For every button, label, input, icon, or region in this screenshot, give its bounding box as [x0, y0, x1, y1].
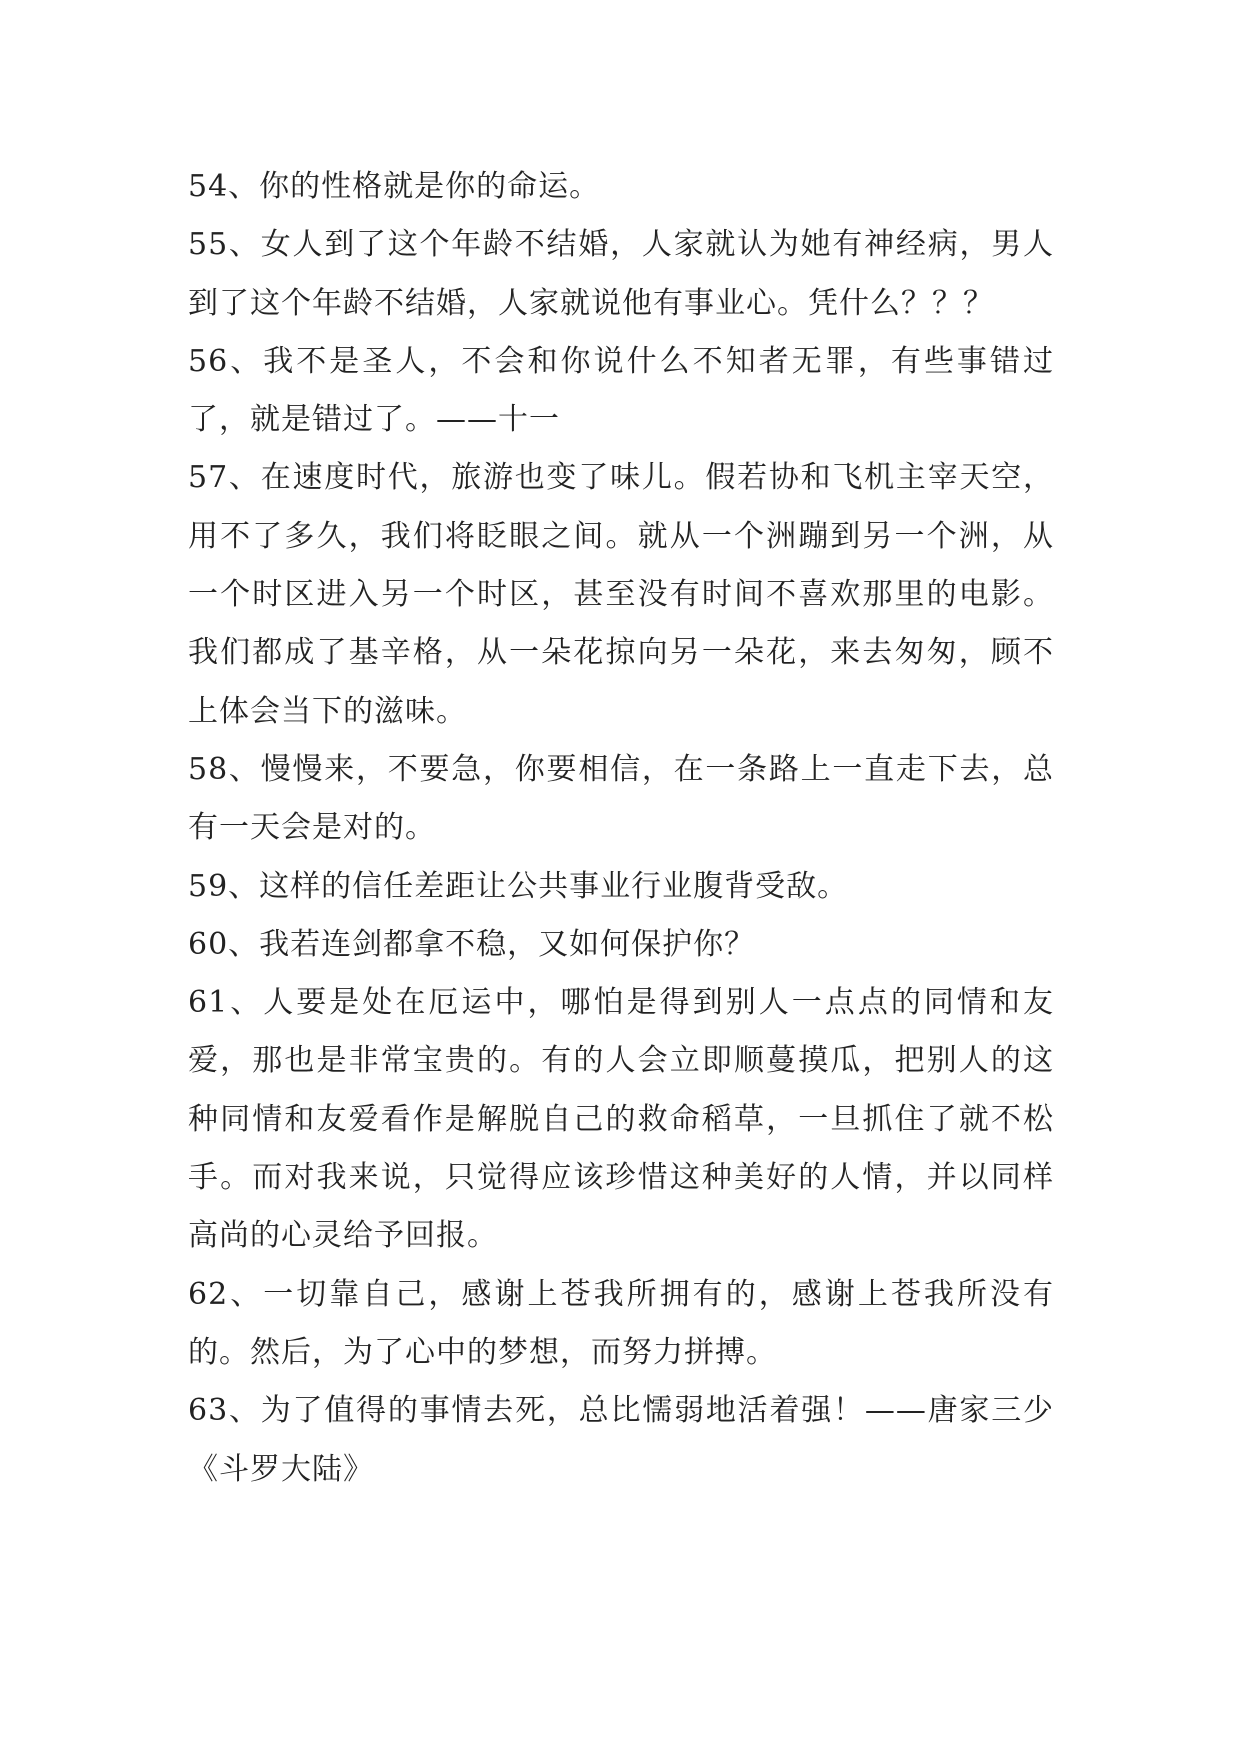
quote-paragraph-61: 61、人要是处在厄运中，哪怕是得到别人一点点的同情和友爱，那也是非常宝贵的。有的人会立即顺蔓摸瓜，把别人的这种同情和友爱看作是解脱自己的救命稻草，一旦抓住了就不松手。而对我来说，只觉得应该珍惜这种美好的人情，并以同样高尚的心灵给予回报。: [188, 985, 1054, 1254]
quote-paragraph-55: 55、女人到了这个年龄不结婚，人家就认为她有神经病，男人到了这个年龄不结婚，人家就说他有事业心。凭什么？？？: [188, 227, 1054, 321]
quote-paragraph-58: 58、慢慢来，不要急，你要相信，在一条路上一直走下去，总有一天会是对的。: [188, 751, 1054, 846]
quote-paragraph-60: 60、我若连剑都拿不稳，又如何保护你？: [188, 926, 756, 962]
quote-paragraph-62: 62、一切靠自己，感谢上苍我所拥有的，感谢上苍我所没有的。然后，为了心中的梦想，而努力拼搏。: [188, 1276, 1054, 1370]
quote-paragraph-59: 59、这样的信任差距让公共事业行业腹背受敌。: [188, 868, 849, 904]
quote-paragraph-63: 63、为了值得的事情去死，总比懦弱地活着强！——唐家三少《斗罗大陆》: [188, 1393, 1054, 1487]
quote-paragraph-57: 57、在速度时代，旅游也变了味儿。假若协和飞机主宰天空，用不了多久，我们将眨眼之间。就从一个洲蹦到另一个洲，从一个时区进入另一个时区，甚至没有时间不喜欢那里的电影。我们都成了基辛格，从一朵花掠向另一朵花，来去匆匆，顾不上体会当下的滋味。: [188, 460, 1054, 729]
quote-paragraph-54: 54、你的性格就是你的命运。: [188, 169, 601, 204]
document-body: [188, 158, 1054, 1499]
quote-paragraph-56: 56、我不是圣人，不会和你说什么不知者无罪，有些事错过了，就是错过了。——十一: [188, 343, 1054, 438]
